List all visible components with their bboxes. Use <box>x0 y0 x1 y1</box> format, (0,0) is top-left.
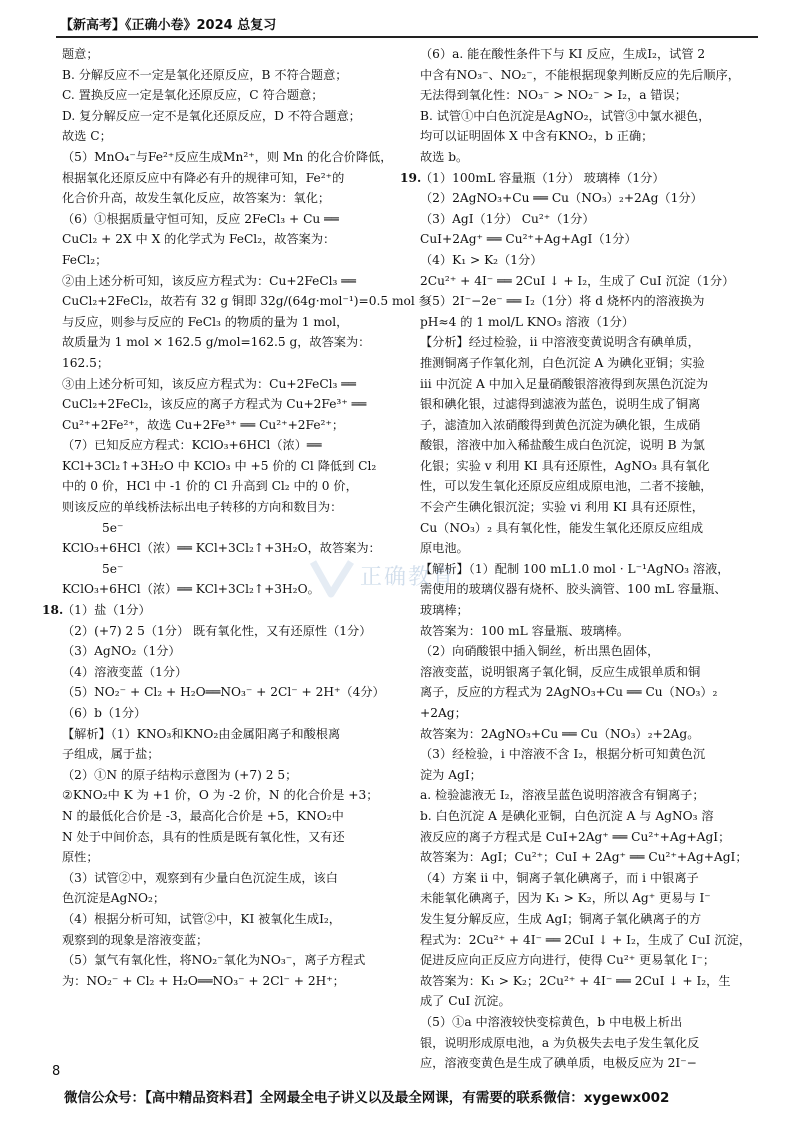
text-line: ②KNO₂中 K 为 +1 价，O 为 -2 价，N 的化合价是 +3； <box>62 788 379 803</box>
text-line: 未能氧化碘离子，因为 K₁ > K₂，所以 Ag⁺ 更易与 I⁻ <box>420 891 711 906</box>
footer-text: 微信公众号：【高中精品资料君】全网最全电子讲义以及最全网课，有需要的联系微信：xygewx002 <box>64 1090 670 1106</box>
header-rule <box>56 36 758 38</box>
text-line: +2Ag； <box>420 706 467 720</box>
text-line: （3）AgI（1分） Cu²⁺（1分） <box>420 211 595 226</box>
text-line: 与反应，则参与反应的 FeCl₃ 的物质的量为 1 mol， <box>62 314 349 329</box>
text-line: 不会产生碘化银沉淀；实验 vi 利用 KI 具有还原性， <box>420 500 704 515</box>
text-line: （2）(+7) 2 5（1分） 既有氧化性，又有还原性（1分） <box>62 623 372 638</box>
text-line: CuCl₂+2FeCl₂，故若有 32 g 铜即 32g/(64g·mol⁻¹)=0.5 mol 参 <box>62 294 431 309</box>
text-line: （6）a. 能在酸性条件下与 KI 反应，生成I₂，试管 2 <box>420 47 706 61</box>
text-line: （6）b（1分） <box>62 706 147 720</box>
text-line: 【解析】（1）KNO₃和KNO₂由金属阳离子和酸根离 <box>62 726 341 741</box>
text-line: 故答案为：100 mL 容量瓶、玻璃棒。 <box>420 623 630 638</box>
text-line: C. 置换反应一定是氧化还原反应，C 符合题意； <box>62 88 324 103</box>
text-line: ③由上述分析可知，该反应方程式为：Cu+2FeCl₃ ══ <box>62 376 356 391</box>
text-line: B. 分解反应不一定是氧化还原反应，B 不符合题意； <box>62 67 348 82</box>
text-line: KCl+3Cl₂↑+3H₂O 中 KClO₃ 中 +5 价的 Cl 降低到 Cl₂ <box>62 458 377 473</box>
text-line: Cu（NO₃）₂ 具有氧化性，能发生氧化还原反应组成 <box>420 520 704 535</box>
text-line: 子组成，属于盐； <box>62 747 160 762</box>
text-line: a. 检验滤液无 I₂，溶液呈蓝色说明溶液含有铜离子； <box>420 788 705 803</box>
text-line: 色沉淀是AgNO₂； <box>62 891 166 906</box>
text-line: （5）氯气有氧化性，将NO₂⁻氧化为NO₃⁻，离子方程式 <box>62 953 366 968</box>
electron-transfer-label: 5e⁻ <box>102 520 124 535</box>
text-line: 故选 b。 <box>420 149 469 164</box>
text-line: 成了 CuI 沉淀。 <box>420 994 511 1009</box>
page-number: 8 <box>52 1064 61 1079</box>
text-line: 故答案为：2AgNO₃+Cu ══ Cu（NO₃）₂+2Ag。 <box>420 726 700 741</box>
text-line: 性，可以发生氧化还原反应组成原电池，二者不接触， <box>420 479 713 494</box>
text-line: 液反应的离子方程式是 CuI+2Ag⁺ ══ Cu²⁺+Ag+AgI； <box>420 829 731 844</box>
text-line: pH≈4 的 1 mol/L KNO₃ 溶液（1分） <box>420 314 635 329</box>
text-line: iii 中沉淀 A 中加入足量硝酸银溶液得到灰黑色沉淀为 <box>420 376 709 391</box>
text-line: 根据氧化还原反应中有降必有升的规律可知，Fe²⁺的 <box>62 170 345 185</box>
text-line: （4）方案 ii 中，铜离子氧化碘离子，而 i 中银离子 <box>420 870 699 885</box>
text-line: 原性； <box>62 850 99 865</box>
text-line: 玻璃棒； <box>420 603 469 618</box>
text-line: 故选 C； <box>62 129 112 144</box>
text-line: （2）2AgNO₃+Cu ══ Cu（NO₃）₂+2Ag（1分） <box>420 191 703 206</box>
text-line: FeCl₂； <box>62 252 108 267</box>
answer-line: 18.（1）盐（1分） <box>62 600 397 621</box>
watermark: 正确教育 <box>360 565 457 590</box>
text-line: （4）溶液变蓝（1分） <box>62 664 188 679</box>
text-line: 程式为：2Cu²⁺ + 4I⁻ ══ 2CuI ↓ + I₂，生成了 CuI 沉淀， <box>420 932 751 947</box>
text-line: （7）已知反应方程式：KClO₃+6HCl（浓）══ <box>62 438 322 453</box>
text-line: CuCl₂+2FeCl₂，该反应的离子方程式为 Cu+2Fe³⁺ ══ <box>62 397 367 412</box>
text-line: 应，溶液变黄色是生成了碘单质，电极反应为 2I⁻− <box>420 1056 697 1071</box>
text-line: 化合价升高，故发生氧化反应，故答案为：氧化； <box>62 191 331 206</box>
text-line: 均可以证明固体 X 中含有KNO₂，b 正确； <box>420 129 654 144</box>
text-line: 中含有NO₃⁻、NO₂⁻，不能根据现象判断反应的先后顺序， <box>420 67 740 82</box>
text-line: 促进反应向正反应方向进行，使得 Cu²⁺ 更易氧化 I⁻； <box>420 953 716 968</box>
text-line: （3）AgNO₂（1分） <box>62 644 181 659</box>
text-line: 为：NO₂⁻ + Cl₂ + H₂O══NO₃⁻ + 2Cl⁻ + 2H⁺； <box>62 973 345 988</box>
text-line: 中的 0 价，HCl 中 -1 价的 Cl 升高到 Cl₂ 中的 0 价， <box>62 479 358 494</box>
text-line: 酸银，溶液中加入稀盐酸生成白色沉淀，说明 B 为氯 <box>420 438 705 453</box>
text-line: 发生复分解反应，生成 AgI；铜离子氧化碘离子的方 <box>420 911 702 926</box>
text-line: （4）K₁ > K₂（1分） <box>420 252 543 267</box>
text-line: 题意； <box>62 47 99 61</box>
text-line: CuCl₂ + 2X 中 X 的化学式为 FeCl₂，故答案为： <box>62 232 336 247</box>
text-line: 【分析】经过检验，ii 中溶液变黄说明含有碘单质， <box>420 335 700 350</box>
text-line: （2）①N 的原子结构示意图为 (+7) 2 5； <box>62 767 298 782</box>
text-line: （5）MnO₄⁻与Fe²⁺反应生成Mn²⁺，则 Mn 的化合价降低， <box>62 149 393 164</box>
text-line: 162.5； <box>62 355 110 370</box>
text-line: （4）根据分析可知，试管②中，KI 被氧化生成I₂， <box>62 911 341 926</box>
text-line: （5）①a 中溶液较快变棕黄色，b 中电极上析出 <box>420 1014 683 1029</box>
text-line: 故答案为：K₁ > K₂；2Cu²⁺ + 4I⁻ ══ 2CuI ↓ + I₂，生 <box>420 973 731 988</box>
text-line: （2）向硝酸银中插入铜丝，析出黑色固体， <box>420 644 660 659</box>
text-line: 故质量为 1 mol × 162.5 g/mol=162.5 g，故答案为： <box>62 335 371 350</box>
text-line: 原电池。 <box>420 541 469 556</box>
text-line: D. 复分解反应一定不是氧化还原反应，D 不符合题意； <box>62 108 361 123</box>
text-line: （5）NO₂⁻ + Cl₂ + H₂O══NO₃⁻ + 2Cl⁻ + 2H⁺（4分） <box>62 685 385 700</box>
text-line: CuI+2Ag⁺ ══ Cu²⁺+Ag+AgI（1分） <box>420 232 637 247</box>
text-line: B. 试管①中白色沉淀是AgNO₂，试管③中氯水褪色， <box>420 108 711 123</box>
text-line: 无法得到氧化性：NO₃⁻ > NO₂⁻ > I₂，a 错误； <box>420 88 687 103</box>
answer-line: 19.（1）100mL 容量瓶（1分） 玻璃棒（1分） <box>420 168 756 189</box>
electron-transfer-label: 5e⁻ <box>102 561 124 576</box>
question-number: 18. <box>42 603 64 618</box>
text-line: N 处于中间价态，具有的性质是既有氧化性，又有还 <box>62 829 345 844</box>
text-line: （6）①根据质量守恒可知，反应 2FeCl₃ + Cu ══ <box>62 211 339 226</box>
question-number: 19. <box>400 170 422 185</box>
text-line: 淀为 AgI； <box>420 767 482 782</box>
text-line: 【解析】（1）配制 100 mL1.0 mol · L⁻¹AgNO₃ 溶液， <box>420 561 730 576</box>
page-header: 【新高考】《正确小卷》2024 总复习 <box>60 18 277 33</box>
text-line: KClO₃+6HCl（浓）══ KCl+3Cl₂↑+3H₂O。 <box>62 582 320 597</box>
text-line: Cu²⁺+2Fe²⁺，故选 Cu+2Fe³⁺ ══ Cu²⁺+2Fe²⁺； <box>62 417 345 432</box>
text-line: ②由上述分析可知，该反应方程式为：Cu+2FeCl₃ ══ <box>62 273 356 288</box>
text-line: 化银；实验 v 利用 KI 具有还原性，AgNO₃ 具有氧化 <box>420 458 710 473</box>
text-line: 子，滤渣加入浓硝酸得到黄色沉淀为碘化银，生成硝 <box>420 417 701 432</box>
text-line: 观察到的现象是溶液变蓝； <box>62 932 209 947</box>
text-line: KClO₃+6HCl（浓）══ KCl+3Cl₂↑+3H₂O，故答案为： <box>62 541 381 556</box>
text-line: 银和碘化银，过滤得到滤液为蓝色，说明生成了铜离 <box>420 397 701 412</box>
text-line: 故答案为：AgI；Cu²⁺；CuI + 2Ag⁺ ══ Cu²⁺+Ag+AgI； <box>420 850 748 865</box>
text-line: 离子，反应的方程式为 2AgNO₃+Cu ══ Cu（NO₃）₂ <box>420 685 718 700</box>
text-line: 银，说明形成原电池，a 为负极失去电子发生氧化反 <box>420 1035 700 1050</box>
text-line: （5）2I⁻−2e⁻ ══ I₂（1分）将 d 烧杯内的溶液换为 <box>420 294 705 309</box>
text-line: （3）试管②中，观察到有少量白色沉淀生成，该白 <box>62 870 338 885</box>
text-line: （3）经检验，i 中溶液不含 I₂，根据分析可知黄色沉 <box>420 747 706 762</box>
text-line: 2Cu²⁺ + 4I⁻ ══ 2CuI ↓ + I₂，生成了 CuI 沉淀（1分） <box>420 273 735 288</box>
text-line: 溶液变蓝，说明银离子氧化铜，反应生成银单质和铜 <box>420 664 701 679</box>
text-line: 需使用的玻璃仪器有烧杯、胶头滴管、100 mL 容量瓶、 <box>420 582 727 597</box>
text-line: 则该反应的单线桥法标出电子转移的方向和数目为： <box>62 500 343 515</box>
text-line: 推测铜离子作氧化剂，白色沉淀 A 为碘化亚铜；实验 <box>420 355 705 370</box>
text-line: N 的最低化合价是 -3，最高化合价是 +5，KNO₂中 <box>62 808 344 823</box>
text-line: b. 白色沉淀 A 是碘化亚铜，白色沉淀 A 与 AgNO₃ 溶 <box>420 808 714 823</box>
